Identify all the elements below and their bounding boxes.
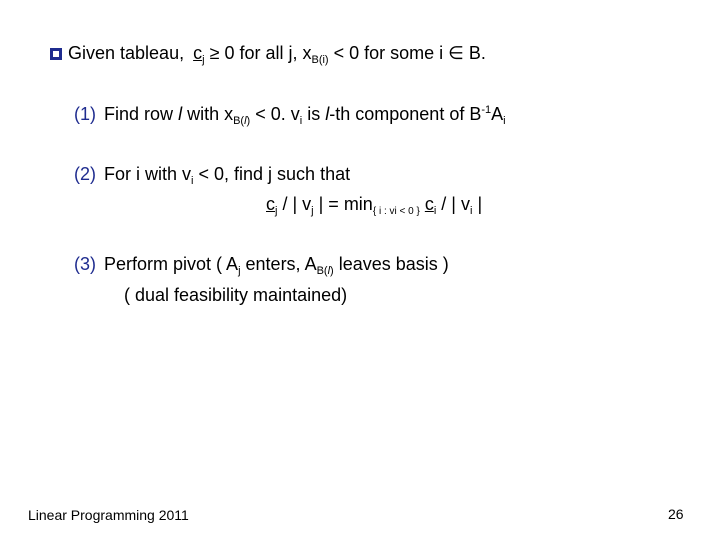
dual-feasibility-note: ( dual feasibility maintained): [124, 285, 348, 305]
footer-course-title: Linear Programming 2011: [28, 507, 189, 523]
step-1: [74, 103, 506, 125]
b-l-sub-b: B(: [316, 265, 328, 277]
bullet-line: [50, 42, 486, 64]
b-l-sub-l: l: [244, 115, 247, 127]
i-sub: i: [299, 115, 303, 127]
page-number: 26: [668, 506, 684, 522]
b-l-sub: [317, 265, 334, 277]
i-sub: i: [191, 175, 194, 187]
j-sub: j: [238, 265, 241, 277]
b-l-sub-close: ): [246, 115, 251, 127]
step-2-text-1: For i with v: [104, 164, 192, 184]
bullet-text-3: < 0 for some i ∈ B.: [333, 43, 486, 63]
formula-text-2: | = min: [318, 194, 373, 214]
j-sub: j: [202, 54, 205, 66]
step-3-text-1: Perform pivot ( A: [104, 254, 239, 274]
b-l-sub-l: l: [327, 265, 331, 277]
b-l-sub-b: B(: [233, 115, 245, 127]
l-var-2: l: [325, 104, 330, 124]
inverse-sup: -1: [481, 104, 492, 116]
step-1-text-5: -th component of B: [329, 104, 482, 124]
formula-text-4: |: [477, 194, 483, 214]
step-3-text-2: enters, A: [245, 254, 317, 274]
step-1-text-1: Find row: [104, 104, 174, 124]
step-3-note: [124, 284, 347, 306]
step-1-text-4: is: [307, 104, 321, 124]
step-1-text-6: A: [491, 104, 504, 124]
square-bullet-icon: [50, 48, 62, 60]
b-i-sub: B(i): [311, 54, 329, 66]
step-2-number: (2): [74, 164, 96, 184]
i-sub-2: i: [433, 205, 437, 217]
b-l-sub: [233, 115, 250, 127]
step-3-number: (3): [74, 254, 96, 274]
i-sub-2: i: [503, 115, 506, 127]
step-1-text-2: with x: [187, 104, 234, 124]
c-var-2: c: [424, 194, 434, 214]
step-3: [74, 253, 449, 275]
step-2-text-2: < 0, find j such that: [198, 164, 351, 184]
j-sub: j: [275, 205, 278, 217]
bullet-text-2: ≥ 0 for all j, x: [209, 43, 312, 63]
step-2-formula: [266, 193, 482, 215]
step-1-number: (1): [74, 104, 96, 124]
step-2: [74, 163, 350, 185]
j-sub-2: j: [311, 205, 314, 217]
formula-text-1: / | v: [282, 194, 312, 214]
step-1-text-3: < 0. v: [255, 104, 300, 124]
step-3-text-3: leaves basis ): [338, 254, 449, 274]
i-sub-3: i: [469, 205, 473, 217]
c-var: c: [193, 43, 203, 63]
b-l-sub-close: ): [330, 265, 334, 277]
formula-text-3: / | v: [441, 194, 470, 214]
c-var: c: [266, 194, 275, 214]
bullet-text-1: Given tableau,: [68, 43, 185, 63]
l-var: l: [178, 104, 183, 124]
min-sub: { i : vi < 0 }: [372, 206, 420, 217]
